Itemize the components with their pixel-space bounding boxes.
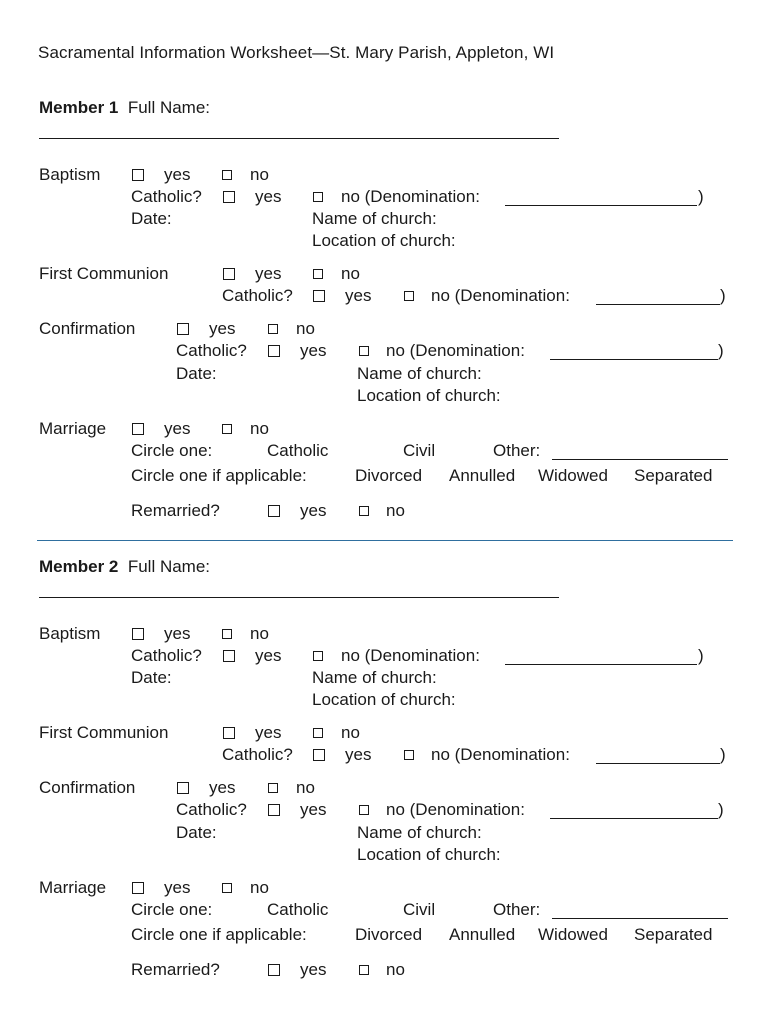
- communion-catholic-yes-checkbox[interactable]: [313, 290, 325, 302]
- full-name-label: Full Name:: [127, 557, 211, 576]
- circle-one-label: Circle one:: [131, 900, 213, 919]
- confirmation-denomination-label: no (Denomination:: [386, 341, 525, 360]
- remarried-yes-checkbox[interactable]: [268, 505, 280, 517]
- baptism-denomination-label: no (Denomination:: [341, 646, 480, 665]
- circle-one-if-applicable-label: Circle one if applicable:: [131, 925, 307, 944]
- baptism-label: Baptism: [39, 165, 101, 184]
- remarried-yes-checkbox[interactable]: [268, 964, 280, 976]
- baptism-date-label: Date:: [131, 668, 172, 687]
- baptism-label: Baptism: [39, 624, 101, 643]
- other-field[interactable]: [552, 459, 728, 460]
- baptism-catholic-no-checkbox[interactable]: [313, 192, 323, 202]
- option-separated[interactable]: Separated: [634, 466, 713, 485]
- close-paren: ): [718, 341, 724, 360]
- confirmation-yes-label: yes: [209, 319, 236, 338]
- member-heading: [39, 98, 210, 118]
- baptism-catholic-label: Catholic?: [131, 187, 202, 206]
- marriage-yes-label: yes: [164, 878, 191, 897]
- confirmation-catholic-yes-checkbox[interactable]: [268, 345, 280, 357]
- communion-no-checkbox[interactable]: [313, 728, 323, 738]
- confirmation-no-label: no: [296, 319, 315, 338]
- close-paren: ): [720, 286, 726, 305]
- communion-denomination-field[interactable]: [596, 304, 720, 305]
- communion-catholic-label: Catholic?: [222, 286, 293, 305]
- communion-catholic-label: Catholic?: [222, 745, 293, 764]
- communion-catholic-no-checkbox[interactable]: [404, 291, 414, 301]
- member-number: Member 1: [39, 98, 119, 117]
- baptism-catholic-no-checkbox[interactable]: [313, 651, 323, 661]
- first-communion-label: First Communion: [39, 723, 169, 742]
- communion-denomination-label: no (Denomination:: [431, 745, 570, 764]
- communion-no-label: no: [341, 264, 360, 283]
- communion-yes-checkbox[interactable]: [223, 268, 235, 280]
- page-title: Sacramental Information Worksheet—St. Mary Parish, Appleton, WI: [38, 43, 555, 62]
- confirmation-denomination-label: no (Denomination:: [386, 800, 525, 819]
- confirmation-catholic-no-checkbox[interactable]: [359, 346, 369, 356]
- communion-no-label: no: [341, 723, 360, 742]
- marriage-label: Marriage: [39, 878, 107, 897]
- communion-yes-label: yes: [255, 723, 282, 742]
- confirmation-yes-checkbox[interactable]: [177, 323, 189, 335]
- confirmation-date-label: Date:: [176, 823, 217, 842]
- confirmation-catholic-label: Catholic?: [176, 341, 247, 360]
- remarried-no-label: no: [386, 960, 405, 979]
- confirmation-catholic-label: Catholic?: [176, 800, 247, 819]
- baptism-no-checkbox[interactable]: [222, 170, 232, 180]
- baptism-no-label: no: [250, 165, 269, 184]
- baptism-church-name-label: Name of church:: [312, 668, 437, 687]
- option-divorced[interactable]: Divorced: [355, 925, 423, 944]
- confirmation-catholic-yes-checkbox[interactable]: [268, 804, 280, 816]
- baptism-church-location-label: Location of church:: [312, 231, 456, 250]
- marriage-label: Marriage: [39, 419, 107, 438]
- communion-yes-label: yes: [255, 264, 282, 283]
- option-annulled[interactable]: Annulled: [449, 466, 516, 485]
- option-catholic[interactable]: Catholic: [267, 900, 329, 919]
- baptism-yes-label: yes: [164, 624, 191, 643]
- confirmation-church-name-label: Name of church:: [357, 823, 482, 842]
- confirmation-denomination-field[interactable]: [550, 818, 718, 819]
- baptism-catholic-yes-checkbox[interactable]: [223, 650, 235, 662]
- confirmation-yes-label: yes: [209, 778, 236, 797]
- member-separator: [37, 540, 733, 541]
- remarried-no-checkbox[interactable]: [359, 506, 369, 516]
- remarried-label: Remarried?: [131, 960, 220, 979]
- circle-one-label: Circle one:: [131, 441, 213, 460]
- baptism-no-label: no: [250, 624, 269, 643]
- baptism-church-location-label: Location of church:: [312, 690, 456, 709]
- communion-catholic-no-checkbox[interactable]: [404, 750, 414, 760]
- option-widowed[interactable]: Widowed: [538, 925, 608, 944]
- option-civil[interactable]: Civil: [403, 900, 436, 919]
- communion-catholic-yes-checkbox[interactable]: [313, 749, 325, 761]
- marriage-no-checkbox[interactable]: [222, 424, 232, 434]
- communion-denomination-field[interactable]: [596, 763, 720, 764]
- confirmation-catholic-no-checkbox[interactable]: [359, 805, 369, 815]
- communion-yes-checkbox[interactable]: [223, 727, 235, 739]
- marriage-yes-checkbox[interactable]: [132, 423, 144, 435]
- baptism-catholic-yes-label: yes: [255, 187, 282, 206]
- baptism-date-label: Date:: [131, 209, 172, 228]
- confirmation-no-checkbox[interactable]: [268, 324, 278, 334]
- remarried-yes-label: yes: [300, 501, 327, 520]
- close-paren: ): [718, 800, 724, 819]
- option-civil[interactable]: Civil: [403, 441, 436, 460]
- communion-denomination-label: no (Denomination:: [431, 286, 570, 305]
- baptism-yes-checkbox[interactable]: [132, 628, 144, 640]
- option-separated[interactable]: Separated: [634, 925, 713, 944]
- baptism-yes-label: yes: [164, 165, 191, 184]
- close-paren: ): [698, 646, 704, 665]
- baptism-catholic-yes-label: yes: [255, 646, 282, 665]
- marriage-no-label: no: [250, 419, 269, 438]
- option-other-label: Other:: [493, 441, 541, 460]
- marriage-yes-label: yes: [164, 419, 191, 438]
- option-divorced[interactable]: Divorced: [355, 466, 423, 485]
- baptism-denomination-field[interactable]: [505, 205, 697, 206]
- baptism-denomination-label: no (Denomination:: [341, 187, 480, 206]
- baptism-catholic-yes-checkbox[interactable]: [223, 191, 235, 203]
- member-number: Member 2: [39, 557, 119, 576]
- confirmation-church-location-label: Location of church:: [357, 845, 501, 864]
- baptism-no-checkbox[interactable]: [222, 629, 232, 639]
- baptism-church-name-label: Name of church:: [312, 209, 437, 228]
- remarried-yes-label: yes: [300, 960, 327, 979]
- close-paren: ): [698, 187, 704, 206]
- confirmation-no-checkbox[interactable]: [268, 783, 278, 793]
- marriage-no-checkbox[interactable]: [222, 883, 232, 893]
- confirmation-denomination-field[interactable]: [550, 359, 718, 360]
- baptism-yes-checkbox[interactable]: [132, 169, 144, 181]
- confirmation-church-name-label: Name of church:: [357, 364, 482, 383]
- option-catholic[interactable]: Catholic: [267, 441, 329, 460]
- first-communion-label: First Communion: [39, 264, 169, 283]
- confirmation-label: Confirmation: [39, 319, 136, 338]
- close-paren: ): [720, 745, 726, 764]
- confirmation-catholic-yes-label: yes: [300, 800, 327, 819]
- baptism-catholic-label: Catholic?: [131, 646, 202, 665]
- confirmation-label: Confirmation: [39, 778, 136, 797]
- full-name-field[interactable]: [39, 597, 559, 598]
- communion-no-checkbox[interactable]: [313, 269, 323, 279]
- baptism-denomination-field[interactable]: [505, 664, 697, 665]
- remarried-no-checkbox[interactable]: [359, 965, 369, 975]
- option-other-label: Other:: [493, 900, 541, 919]
- remarried-no-label: no: [386, 501, 405, 520]
- member-heading: [39, 557, 210, 577]
- confirmation-catholic-yes-label: yes: [300, 341, 327, 360]
- remarried-label: Remarried?: [131, 501, 220, 520]
- communion-catholic-yes-label: yes: [345, 286, 372, 305]
- circle-one-if-applicable-label: Circle one if applicable:: [131, 466, 307, 485]
- option-annulled[interactable]: Annulled: [449, 925, 516, 944]
- confirmation-no-label: no: [296, 778, 315, 797]
- marriage-yes-checkbox[interactable]: [132, 882, 144, 894]
- confirmation-date-label: Date:: [176, 364, 217, 383]
- communion-catholic-yes-label: yes: [345, 745, 372, 764]
- marriage-no-label: no: [250, 878, 269, 897]
- confirmation-church-location-label: Location of church:: [357, 386, 501, 405]
- full-name-label: Full Name:: [127, 98, 211, 117]
- confirmation-yes-checkbox[interactable]: [177, 782, 189, 794]
- other-field[interactable]: [552, 918, 728, 919]
- option-widowed[interactable]: Widowed: [538, 466, 608, 485]
- full-name-field[interactable]: [39, 138, 559, 139]
